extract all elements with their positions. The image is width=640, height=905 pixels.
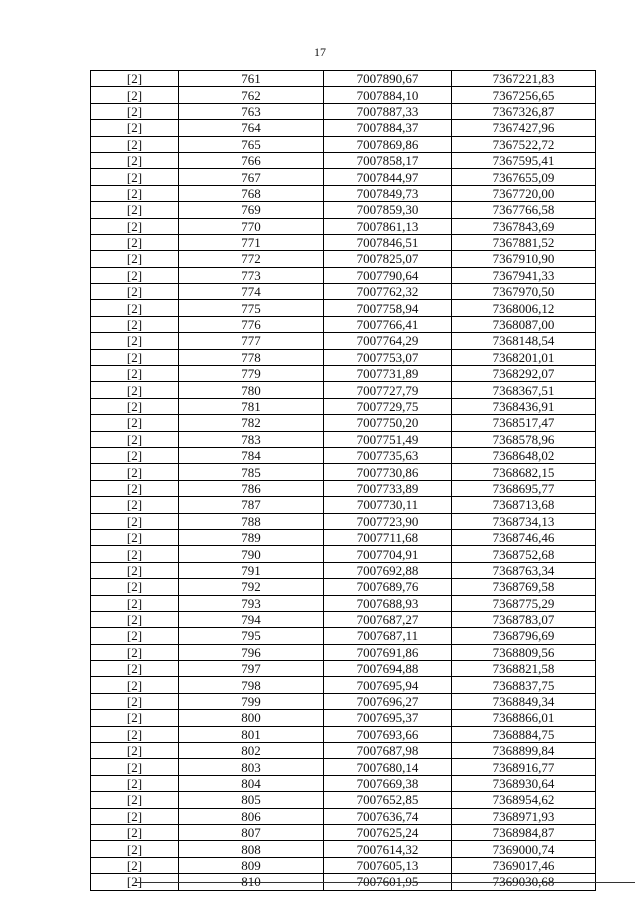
x-coordinate-cell: 7007669,38 (324, 775, 452, 791)
point-number-cell: 767 (179, 169, 324, 185)
y-coordinate-cell: 7368899,84 (452, 743, 596, 759)
y-coordinate-cell: 7369030,68 (452, 874, 596, 890)
x-coordinate-cell: 7007753,07 (324, 349, 452, 365)
table-row (91, 824, 596, 840)
table-row (91, 513, 596, 529)
x-coordinate-cell: 7007884,37 (324, 120, 452, 136)
coordinates-table (90, 70, 596, 891)
table-row (91, 579, 596, 595)
source-ref-cell: [2] (91, 562, 179, 578)
point-number-cell: 796 (179, 644, 324, 660)
point-number-cell: 779 (179, 366, 324, 382)
table-row (91, 595, 596, 611)
y-coordinate-cell: 7368734,13 (452, 513, 596, 529)
source-ref-cell: [2] (91, 628, 179, 644)
y-coordinate-cell: 7367655,09 (452, 169, 596, 185)
point-number-cell: 784 (179, 447, 324, 463)
table-row (91, 743, 596, 759)
source-ref-cell: [2] (91, 726, 179, 742)
y-coordinate-cell: 7368648,02 (452, 447, 596, 463)
source-ref-cell: [2] (91, 447, 179, 463)
y-coordinate-cell: 7367881,52 (452, 234, 596, 250)
y-coordinate-cell: 7367843,69 (452, 218, 596, 234)
x-coordinate-cell: 7007695,37 (324, 710, 452, 726)
table-row (91, 284, 596, 300)
point-number-cell: 804 (179, 775, 324, 791)
table-row (91, 202, 596, 218)
x-coordinate-cell: 7007689,76 (324, 579, 452, 595)
source-ref-cell: [2] (91, 677, 179, 693)
source-ref-cell: [2] (91, 710, 179, 726)
x-coordinate-cell: 7007790,64 (324, 267, 452, 283)
y-coordinate-cell: 7368006,12 (452, 300, 596, 316)
y-coordinate-cell: 7368436,91 (452, 398, 596, 414)
y-coordinate-cell: 7368752,68 (452, 546, 596, 562)
source-ref-cell: [2] (91, 546, 179, 562)
x-coordinate-cell: 7007605,13 (324, 857, 452, 873)
point-number-cell: 801 (179, 726, 324, 742)
page-number: 17 (314, 45, 326, 59)
point-number-cell: 800 (179, 710, 324, 726)
table-row (91, 480, 596, 496)
table-row (91, 251, 596, 267)
y-coordinate-cell: 7367326,87 (452, 103, 596, 119)
point-number-cell: 810 (179, 874, 324, 890)
y-coordinate-cell: 7368971,93 (452, 808, 596, 824)
point-number-cell: 761 (179, 71, 324, 87)
y-coordinate-cell: 7368837,75 (452, 677, 596, 693)
point-number-cell: 763 (179, 103, 324, 119)
y-coordinate-cell: 7367941,33 (452, 267, 596, 283)
x-coordinate-cell: 7007687,98 (324, 743, 452, 759)
source-ref-cell: [2] (91, 644, 179, 660)
table-row (91, 562, 596, 578)
table-row (91, 267, 596, 283)
source-ref-cell: [2] (91, 792, 179, 808)
table-row (91, 546, 596, 562)
source-ref-cell: [2] (91, 808, 179, 824)
source-ref-cell: [2] (91, 497, 179, 513)
source-ref-cell: [2] (91, 579, 179, 595)
y-coordinate-cell: 7368775,29 (452, 595, 596, 611)
table-row (91, 447, 596, 463)
point-number-cell: 786 (179, 480, 324, 496)
table-row (91, 677, 596, 693)
y-coordinate-cell: 7368916,77 (452, 759, 596, 775)
y-coordinate-cell: 7368292,07 (452, 366, 596, 382)
point-number-cell: 775 (179, 300, 324, 316)
x-coordinate-cell: 7007884,10 (324, 87, 452, 103)
point-number-cell: 802 (179, 743, 324, 759)
point-number-cell: 762 (179, 87, 324, 103)
table-row (91, 415, 596, 431)
y-coordinate-cell: 7368763,34 (452, 562, 596, 578)
table-row (91, 349, 596, 365)
source-ref-cell: [2] (91, 267, 179, 283)
y-coordinate-cell: 7367595,41 (452, 152, 596, 168)
source-ref-cell: [2] (91, 841, 179, 857)
source-ref-cell: [2] (91, 382, 179, 398)
x-coordinate-cell: 7007614,32 (324, 841, 452, 857)
x-coordinate-cell: 7007687,27 (324, 611, 452, 627)
y-coordinate-cell: 7368087,00 (452, 316, 596, 332)
y-coordinate-cell: 7368821,58 (452, 661, 596, 677)
table-row (91, 497, 596, 513)
source-ref-cell: [2] (91, 480, 179, 496)
table-row (91, 300, 596, 316)
point-number-cell: 787 (179, 497, 324, 513)
source-ref-cell: [2] (91, 661, 179, 677)
point-number-cell: 795 (179, 628, 324, 644)
x-coordinate-cell: 7007636,74 (324, 808, 452, 824)
x-coordinate-cell: 7007730,11 (324, 497, 452, 513)
source-ref-cell: [2] (91, 169, 179, 185)
source-ref-cell: [2] (91, 136, 179, 152)
point-number-cell: 793 (179, 595, 324, 611)
y-coordinate-cell: 7368682,15 (452, 464, 596, 480)
y-coordinate-cell: 7368796,69 (452, 628, 596, 644)
table-row (91, 611, 596, 627)
table-row (91, 775, 596, 791)
table-row (91, 726, 596, 742)
y-coordinate-cell: 7368783,07 (452, 611, 596, 627)
table-row (91, 710, 596, 726)
table-row (91, 333, 596, 349)
source-ref-cell: [2] (91, 251, 179, 267)
table-row (91, 464, 596, 480)
y-coordinate-cell: 7367256,65 (452, 87, 596, 103)
y-coordinate-cell: 7368809,56 (452, 644, 596, 660)
y-coordinate-cell: 7368695,77 (452, 480, 596, 496)
y-coordinate-cell: 7367522,72 (452, 136, 596, 152)
x-coordinate-cell: 7007764,29 (324, 333, 452, 349)
point-number-cell: 794 (179, 611, 324, 627)
y-coordinate-cell: 7368930,64 (452, 775, 596, 791)
x-coordinate-cell: 7007696,27 (324, 693, 452, 709)
y-coordinate-cell: 7368884,75 (452, 726, 596, 742)
source-ref-cell: [2] (91, 87, 179, 103)
source-ref-cell: [2] (91, 300, 179, 316)
x-coordinate-cell: 7007861,13 (324, 218, 452, 234)
source-ref-cell: [2] (91, 218, 179, 234)
point-number-cell: 797 (179, 661, 324, 677)
table-row (91, 693, 596, 709)
point-number-cell: 809 (179, 857, 324, 873)
x-coordinate-cell: 7007859,30 (324, 202, 452, 218)
x-coordinate-cell: 7007844,97 (324, 169, 452, 185)
y-coordinate-cell: 7368866,01 (452, 710, 596, 726)
point-number-cell: 768 (179, 185, 324, 201)
y-coordinate-cell: 7367221,83 (452, 71, 596, 87)
point-number-cell: 765 (179, 136, 324, 152)
source-ref-cell: [2] (91, 185, 179, 201)
x-coordinate-cell: 7007704,91 (324, 546, 452, 562)
point-number-cell: 772 (179, 251, 324, 267)
point-number-cell: 774 (179, 284, 324, 300)
source-ref-cell: [2] (91, 874, 179, 890)
point-number-cell: 798 (179, 677, 324, 693)
table-row (91, 120, 596, 136)
table-row (91, 792, 596, 808)
point-number-cell: 773 (179, 267, 324, 283)
source-ref-cell: [2] (91, 529, 179, 545)
table-row (91, 841, 596, 857)
y-coordinate-cell: 7368201,01 (452, 349, 596, 365)
source-ref-cell: [2] (91, 693, 179, 709)
y-coordinate-cell: 7367970,50 (452, 284, 596, 300)
table-row (91, 431, 596, 447)
y-coordinate-cell: 7368578,96 (452, 431, 596, 447)
source-ref-cell: [2] (91, 464, 179, 480)
x-coordinate-cell: 7007751,49 (324, 431, 452, 447)
x-coordinate-cell: 7007731,89 (324, 366, 452, 382)
point-number-cell: 805 (179, 792, 324, 808)
x-coordinate-cell: 7007695,94 (324, 677, 452, 693)
x-coordinate-cell: 7007729,75 (324, 398, 452, 414)
footer-rule (135, 882, 635, 883)
point-number-cell: 806 (179, 808, 324, 824)
source-ref-cell: [2] (91, 152, 179, 168)
source-ref-cell: [2] (91, 234, 179, 250)
y-coordinate-cell: 7367720,00 (452, 185, 596, 201)
y-coordinate-cell: 7369000,74 (452, 841, 596, 857)
table-row (91, 185, 596, 201)
source-ref-cell: [2] (91, 202, 179, 218)
x-coordinate-cell: 7007846,51 (324, 234, 452, 250)
point-number-cell: 771 (179, 234, 324, 250)
table-row (91, 398, 596, 414)
table-row (91, 316, 596, 332)
point-number-cell: 791 (179, 562, 324, 578)
y-coordinate-cell: 7368148,54 (452, 333, 596, 349)
x-coordinate-cell: 7007694,88 (324, 661, 452, 677)
table-row (91, 628, 596, 644)
y-coordinate-cell: 7367766,58 (452, 202, 596, 218)
source-ref-cell: [2] (91, 333, 179, 349)
x-coordinate-cell: 7007730,86 (324, 464, 452, 480)
table-row (91, 234, 596, 250)
source-ref-cell: [2] (91, 759, 179, 775)
source-ref-cell: [2] (91, 775, 179, 791)
x-coordinate-cell: 7007733,89 (324, 480, 452, 496)
y-coordinate-cell: 7368517,47 (452, 415, 596, 431)
y-coordinate-cell: 7368713,68 (452, 497, 596, 513)
point-number-cell: 788 (179, 513, 324, 529)
source-ref-cell: [2] (91, 431, 179, 447)
table-row (91, 218, 596, 234)
x-coordinate-cell: 7007687,11 (324, 628, 452, 644)
source-ref-cell: [2] (91, 824, 179, 840)
y-coordinate-cell: 7368746,46 (452, 529, 596, 545)
source-ref-cell: [2] (91, 415, 179, 431)
point-number-cell: 799 (179, 693, 324, 709)
table-row (91, 759, 596, 775)
x-coordinate-cell: 7007691,86 (324, 644, 452, 660)
x-coordinate-cell: 7007750,20 (324, 415, 452, 431)
table-row (91, 366, 596, 382)
x-coordinate-cell: 7007758,94 (324, 300, 452, 316)
table-row (91, 382, 596, 398)
point-number-cell: 790 (179, 546, 324, 562)
y-coordinate-cell: 7368849,34 (452, 693, 596, 709)
x-coordinate-cell: 7007735,63 (324, 447, 452, 463)
point-number-cell: 781 (179, 398, 324, 414)
x-coordinate-cell: 7007688,93 (324, 595, 452, 611)
table-row (91, 808, 596, 824)
x-coordinate-cell: 7007762,32 (324, 284, 452, 300)
point-number-cell: 789 (179, 529, 324, 545)
x-coordinate-cell: 7007825,07 (324, 251, 452, 267)
source-ref-cell: [2] (91, 316, 179, 332)
point-number-cell: 764 (179, 120, 324, 136)
x-coordinate-cell: 7007723,90 (324, 513, 452, 529)
table-row (91, 152, 596, 168)
coordinates-table-body (91, 71, 596, 891)
source-ref-cell: [2] (91, 743, 179, 759)
point-number-cell: 776 (179, 316, 324, 332)
point-number-cell: 783 (179, 431, 324, 447)
source-ref-cell: [2] (91, 349, 179, 365)
table-row (91, 71, 596, 87)
x-coordinate-cell: 7007601,95 (324, 874, 452, 890)
y-coordinate-cell: 7369017,46 (452, 857, 596, 873)
point-number-cell: 785 (179, 464, 324, 480)
table-row (91, 857, 596, 873)
table-row (91, 103, 596, 119)
point-number-cell: 780 (179, 382, 324, 398)
source-ref-cell: [2] (91, 284, 179, 300)
point-number-cell: 792 (179, 579, 324, 595)
table-row (91, 169, 596, 185)
x-coordinate-cell: 7007849,73 (324, 185, 452, 201)
x-coordinate-cell: 7007693,66 (324, 726, 452, 742)
source-ref-cell: [2] (91, 513, 179, 529)
x-coordinate-cell: 7007652,85 (324, 792, 452, 808)
x-coordinate-cell: 7007869,86 (324, 136, 452, 152)
source-ref-cell: [2] (91, 120, 179, 136)
x-coordinate-cell: 7007766,41 (324, 316, 452, 332)
point-number-cell: 782 (179, 415, 324, 431)
source-ref-cell: [2] (91, 595, 179, 611)
point-number-cell: 807 (179, 824, 324, 840)
x-coordinate-cell: 7007890,67 (324, 71, 452, 87)
table-row (91, 87, 596, 103)
y-coordinate-cell: 7368984,87 (452, 824, 596, 840)
table-row (91, 529, 596, 545)
x-coordinate-cell: 7007887,33 (324, 103, 452, 119)
source-ref-cell: [2] (91, 857, 179, 873)
x-coordinate-cell: 7007711,68 (324, 529, 452, 545)
point-number-cell: 766 (179, 152, 324, 168)
y-coordinate-cell: 7368367,51 (452, 382, 596, 398)
y-coordinate-cell: 7367910,90 (452, 251, 596, 267)
point-number-cell: 803 (179, 759, 324, 775)
x-coordinate-cell: 7007680,14 (324, 759, 452, 775)
point-number-cell: 777 (179, 333, 324, 349)
source-ref-cell: [2] (91, 398, 179, 414)
y-coordinate-cell: 7368954,62 (452, 792, 596, 808)
x-coordinate-cell: 7007858,17 (324, 152, 452, 168)
source-ref-cell: [2] (91, 366, 179, 382)
point-number-cell: 769 (179, 202, 324, 218)
point-number-cell: 778 (179, 349, 324, 365)
y-coordinate-cell: 7368769,58 (452, 579, 596, 595)
source-ref-cell: [2] (91, 71, 179, 87)
point-number-cell: 770 (179, 218, 324, 234)
x-coordinate-cell: 7007727,79 (324, 382, 452, 398)
x-coordinate-cell: 7007625,24 (324, 824, 452, 840)
point-number-cell: 808 (179, 841, 324, 857)
table-row (91, 661, 596, 677)
y-coordinate-cell: 7367427,96 (452, 120, 596, 136)
table-row (91, 136, 596, 152)
x-coordinate-cell: 7007692,88 (324, 562, 452, 578)
table-row (91, 644, 596, 660)
source-ref-cell: [2] (91, 611, 179, 627)
source-ref-cell: [2] (91, 103, 179, 119)
